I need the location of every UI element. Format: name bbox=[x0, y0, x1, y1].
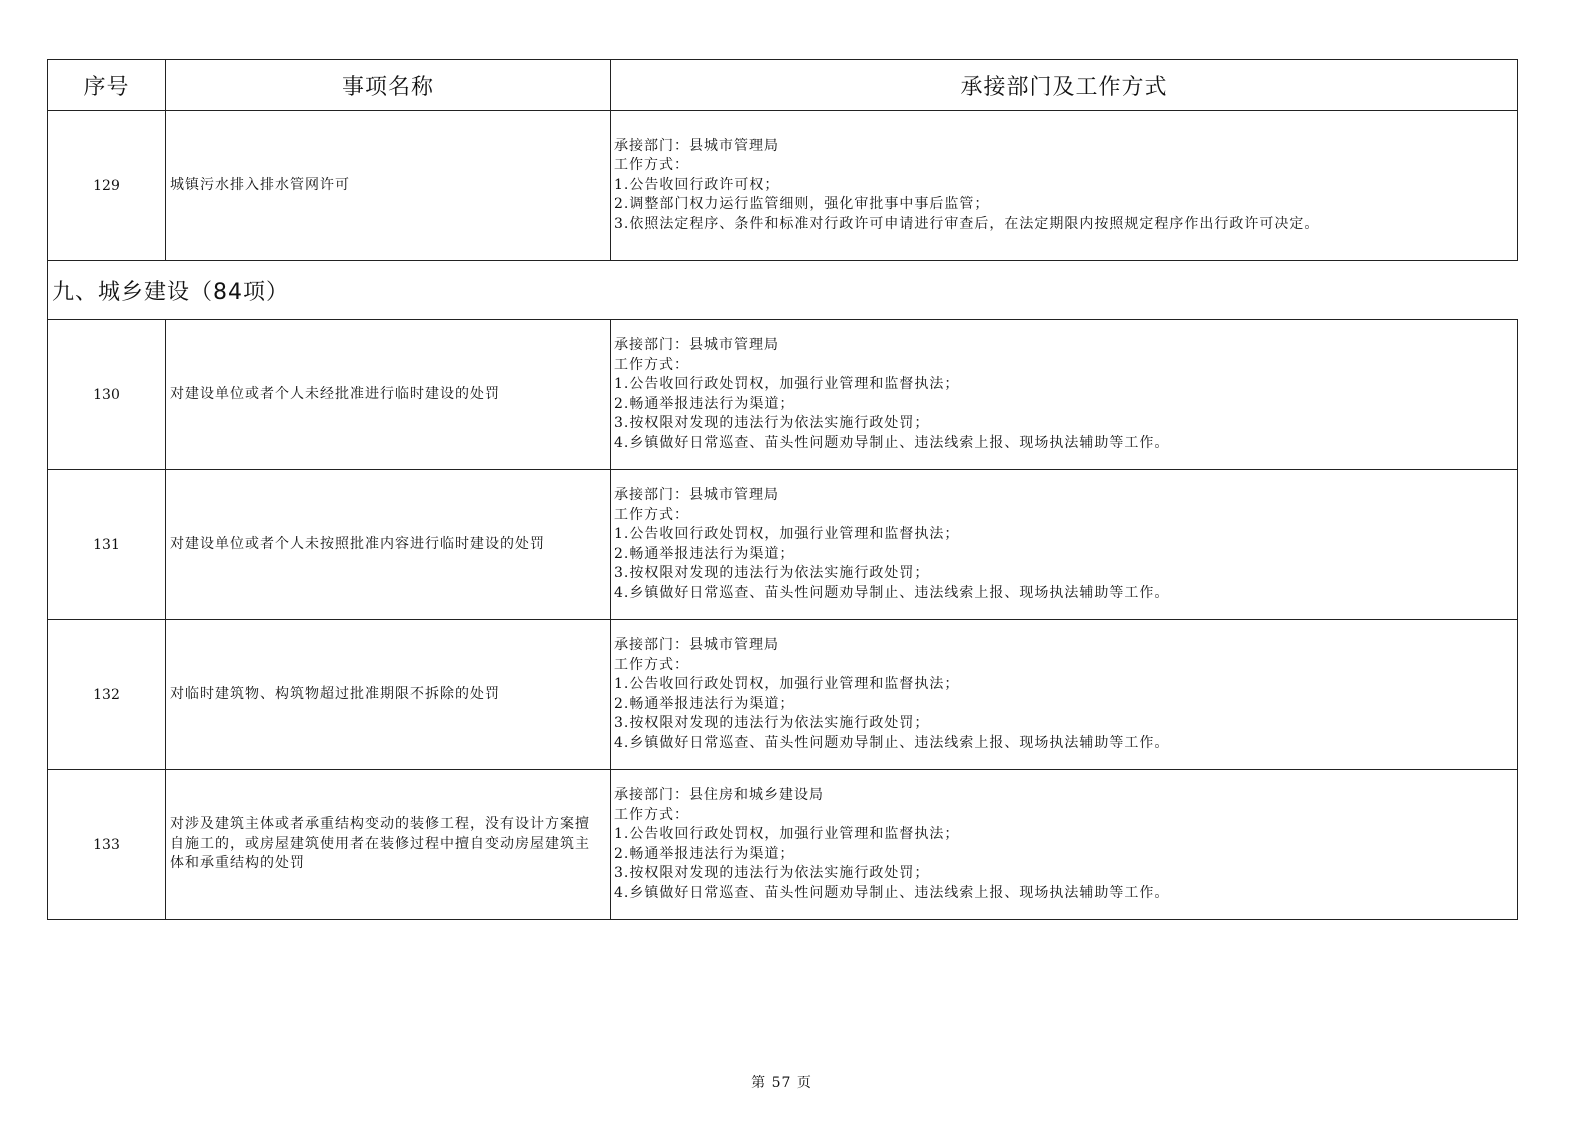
table-row bbox=[48, 620, 1518, 770]
dept-line: 3.按权限对发现的违法行为依法实施行政处罚； bbox=[614, 715, 930, 731]
header-seq: 序号 bbox=[48, 60, 166, 111]
dept-line: 1.公告收回行政许可权； bbox=[614, 176, 780, 193]
row-seq: 133 bbox=[48, 770, 166, 920]
row-dept bbox=[611, 620, 1518, 770]
dept-line: 2.调整部门权力运行监管细则，强化审批事中事后监管； bbox=[614, 196, 990, 213]
section-row bbox=[48, 261, 1518, 320]
dept-line: 4.乡镇做好日常巡查、苗头性问题劝导制止、违法线索上报、现场执法辅助等工作。 bbox=[614, 734, 1170, 751]
row-dept bbox=[611, 770, 1518, 920]
dept-line: 3.按权限对发现的违法行为依法实施行政处罚； bbox=[614, 865, 930, 881]
dept-line: 2.畅通举报违法行为渠道； bbox=[614, 395, 795, 412]
row-seq: 132 bbox=[48, 620, 166, 770]
dept-line: 1.公告收回行政处罚权，加强行业管理和监督执法； bbox=[614, 826, 960, 842]
row-dept bbox=[611, 320, 1518, 470]
dept-line: 4.乡镇做好日常巡查、苗头性问题劝导制止、违法线索上报、现场执法辅助等工作。 bbox=[614, 884, 1170, 901]
dept-line: 承接部门：县城市管理局 bbox=[614, 137, 779, 154]
table-row bbox=[48, 111, 1518, 261]
row-name: 对建设单位或者个人未经批准进行临时建设的处罚 bbox=[166, 320, 611, 470]
dept-line: 3.按权限对发现的违法行为依法实施行政处罚； bbox=[614, 415, 930, 431]
dept-line: 2.畅通举报违法行为渠道； bbox=[614, 695, 795, 712]
section-filler bbox=[611, 261, 1518, 320]
dept-line: 3.按权限对发现的违法行为依法实施行政处罚； bbox=[614, 565, 930, 581]
dept-line: 工作方式： bbox=[614, 806, 689, 823]
row-name: 城镇污水排入排水管网许可 bbox=[166, 111, 611, 261]
dept-line: 1.公告收回行政处罚权，加强行业管理和监督执法； bbox=[614, 376, 960, 392]
header-dept: 承接部门及工作方式 bbox=[611, 60, 1518, 111]
row-name: 对涉及建筑主体或者承重结构变动的装修工程，没有设计方案擅自施工的，或房屋建筑使用者在装修过程中擅自变动房屋建筑主体和承重结构的处罚 bbox=[166, 770, 611, 920]
row-name: 对建设单位或者个人未按照批准内容进行临时建设的处罚 bbox=[166, 470, 611, 620]
row-dept bbox=[611, 111, 1518, 261]
dept-line: 4.乡镇做好日常巡查、苗头性问题劝导制止、违法线索上报、现场执法辅助等工作。 bbox=[614, 434, 1170, 451]
dept-line: 承接部门：县城市管理局 bbox=[614, 637, 779, 653]
table-row bbox=[48, 470, 1518, 620]
header-name: 事项名称 bbox=[166, 60, 611, 111]
page-number: 第 57 页 bbox=[751, 1075, 812, 1091]
document-page bbox=[47, 59, 1517, 920]
row-seq: 129 bbox=[48, 111, 166, 261]
dept-line: 承接部门：县住房和城乡建设局 bbox=[614, 787, 824, 803]
dept-line: 1.公告收回行政处罚权，加强行业管理和监督执法； bbox=[614, 526, 960, 542]
dept-line: 工作方式： bbox=[614, 356, 689, 373]
dept-line: 1.公告收回行政处罚权，加强行业管理和监督执法； bbox=[614, 676, 960, 692]
table-header-row bbox=[48, 60, 1518, 111]
row-seq: 130 bbox=[48, 320, 166, 470]
dept-line: 工作方式： bbox=[614, 506, 689, 523]
dept-line: 工作方式： bbox=[614, 157, 689, 174]
dept-line: 承接部门：县城市管理局 bbox=[614, 337, 779, 353]
dept-line: 4.乡镇做好日常巡查、苗头性问题劝导制止、违法线索上报、现场执法辅助等工作。 bbox=[614, 584, 1170, 601]
row-name: 对临时建筑物、构筑物超过批准期限不拆除的处罚 bbox=[166, 620, 611, 770]
row-seq: 131 bbox=[48, 470, 166, 620]
dept-line: 3.依照法定程序、条件和标准对行政许可申请进行审查后，在法定期限内按照规定程序作出行政许可决定。 bbox=[614, 215, 1320, 232]
items-table bbox=[47, 59, 1518, 920]
dept-line: 2.畅通举报违法行为渠道； bbox=[614, 845, 795, 862]
dept-line: 承接部门：县城市管理局 bbox=[614, 487, 779, 503]
row-dept bbox=[611, 470, 1518, 620]
dept-line: 工作方式： bbox=[614, 656, 689, 673]
table-row bbox=[48, 320, 1518, 470]
table-row bbox=[48, 770, 1518, 920]
dept-line: 2.畅通举报违法行为渠道； bbox=[614, 545, 795, 562]
section-title: 九、城乡建设（84项） bbox=[48, 261, 611, 320]
